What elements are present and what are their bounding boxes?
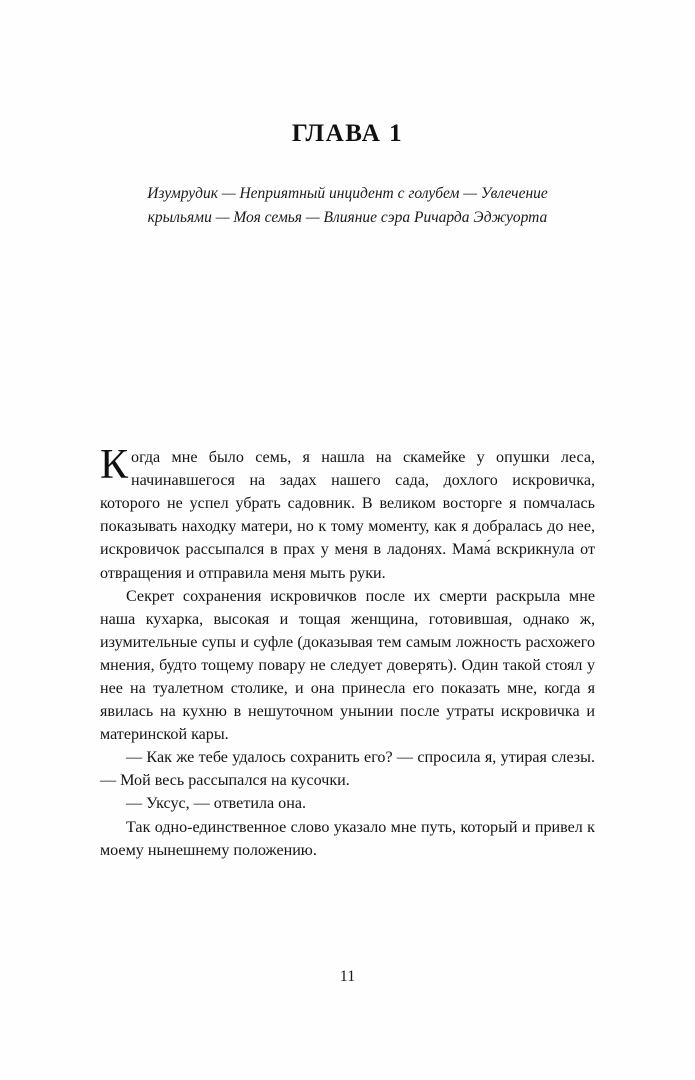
chapter-epigraph: Изумрудик — Неприятный инцидент с голубем — Увлечение крыльями — Моя семья — Влияние сэра Ричарда Эджуорта [147,185,548,227]
paragraph-1-text: огда мне было семь, я нашла на скамейке у опушки леса, начинавшегося на задах нашего сада, дохлого искровичка, которого не успел убрать садовник. В великом восторге я помчалась показывать находку матери, но к тому моменту, как я добралась до нее, искровичок рассыпался в прах у меня в ладонях. Мама́ вскрикнула от отвращения и отправила меня мыть руки. [100,449,595,582]
paragraph-5: Так одно-единственное слово указало мне путь, который и привел к моему нынешнему положению. [100,818,595,859]
paragraph-4: — Уксус, — ответила она. [126,795,306,813]
paragraph-3: — Как же тебе удалось сохранить его? — спросила я, утирая слезы. — Мой весь рассыпался на кусочки. [100,749,595,790]
page-number: 11 [339,968,356,985]
body-text [100,442,595,862]
paragraph-1 [100,442,595,585]
paragraph-2: Секрет сохранения искровичков после их смерти раскрыла мне наша кухарка, высокая и тощая женщина, готовившая, однако ж, изумительные супы и суфле (доказывая тем самым ложность расхожего мнения, будто тощему повару не следует доверять). Один такой стоял у нее на туалетном столике, и она принесла его показать мне, когда я явилась на кухню в нешуточном унынии после утраты искровичка и материнской кары. [100,587,595,744]
chapter-title: ГЛАВА 1 [291,120,404,147]
drop-cap: К [100,442,129,489]
page-content [100,120,595,862]
